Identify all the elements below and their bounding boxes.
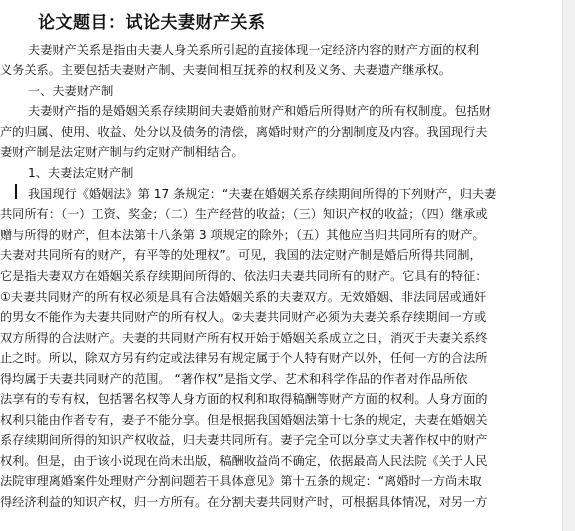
paragraph-line: 妻财产制是法定财产制与约定财产制相结合。	[0, 145, 244, 159]
paragraph-line: 产的归属、使用、收益、处分以及债务的清偿，离婚时财产的分割制度及内容。我国现行夫	[0, 125, 488, 139]
paragraph-line: 止之时。所以，除双方另有约定或法律另有规定属于个人特有财产以外，任何一方的合法所	[0, 351, 488, 365]
paragraph-line: 双方所得的合法财产。夫妻的共同财产所有权开始于婚姻关系成立之日，消灭于夫妻关系终	[0, 331, 488, 345]
paper-title: 论文题目：试论夫妻财产关系	[38, 13, 266, 33]
paragraph-line: 法享有的专有权，包括署名权等人身方面的权利和取得稿酬等财产方面的权利。人身方面的	[0, 392, 488, 406]
paragraph-line: 得均属于夫妻共同财产的范围。 “著作权”是指文学、艺术和科学作品的作者对作品所依	[0, 372, 468, 386]
paragraph-line: 权利只能由作者专有，妻子不能分享。但是根据我国婚姻法第十七条的规定，夫妻在婚姻关	[0, 413, 488, 427]
paragraph-line: 夫妻财产指的是婚姻关系存续期间夫妻婚前财产和婚后所得财产的所有权制度。包括财	[28, 104, 492, 118]
paragraph-line: 赠与所得的财产，但本法第十八条第 3 项规定的除外；（五）其他应当归共同所有的财产。	[0, 228, 485, 242]
paragraph-line: 义务关系。主要包括夫妻财产制、夫妻间相互抚养的权利及义务、夫妻遗产继承权。	[0, 63, 451, 77]
paragraph-line: 权利。但是，由于该小说现在尚未出版，稿酬收益尚不确定，依据最高人民法院《关于人民	[0, 454, 488, 468]
paragraph-line: 的男女不能作为夫妻共同财产的所有权人。②夫妻共同财产必须为夫妻关系存续期间一方或	[0, 310, 487, 324]
paragraph-line: 夫妻对共同所有的财产，有平等的处理权”。可见，我国的法定财产制是婚后所得共同制，	[0, 248, 482, 262]
vertical-scrollbar[interactable]	[562, 0, 575, 531]
paragraph-line: 它是指夫妻双方在婚姻关系存续期间所得的、依法归夫妻共同所有的财产。它具有的特征：	[0, 269, 488, 283]
paragraph-line: 我国现行《婚姻法》第 17 条规定：“夫妻在婚姻关系存续期间所得的下列财产，归夫妻	[28, 187, 497, 201]
paragraph-line: 系存续期间所得的知识产权收益，归夫妻共同所有。妻子完全可以分享丈夫著作权中的财产	[0, 433, 488, 447]
paragraph-line: 夫妻财产关系是指由夫妻人身关系所引起的直接体现一定经济内容的财产方面的权利	[28, 43, 479, 57]
paragraph-line: ①夫妻共同财产的所有权必须是具有合法婚姻关系的夫妻双方。无效婚姻、非法同居或通奸	[0, 290, 487, 304]
subsection-heading: 1、夫妻法定财产制	[28, 166, 134, 180]
paragraph-line: 法院审理离婚案件处理财产分割问题若干具体意见》第十五条的规定：“离婚时一方尚未取	[0, 474, 482, 488]
paragraph-line: 共同所有：（一）工资、奖金；（二）生产经营的收益；（三）知识产权的收益；（四）继承或	[0, 207, 488, 221]
section-heading: 一、夫妻财产制	[28, 84, 114, 98]
paragraph-line: 得经济利益的知识产权，归一方所有。在分割夫妻共同财产时，可根据具体情况，对另一方	[0, 495, 488, 509]
